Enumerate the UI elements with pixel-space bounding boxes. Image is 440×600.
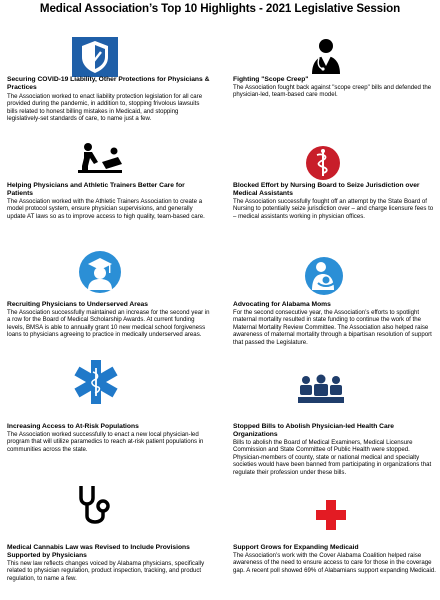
item-body: The Association’s work with the Cover Alabama Coalition helped raise awareness of the need to ensure access to care for those in the coverage gap. A recent poll showed 69% of Alabamians support expanding Medicaid. [233,552,436,574]
star-of-life-icon [72,358,120,406]
item-body: The Association worked successfully to enact a new local physician-led program that will utilize paramedics to reach at-risk patient populations in communities across the state. [7,431,204,453]
mother-baby-icon [304,256,344,296]
item-body: The Association successfully fought off an attempt by the State Board of Nursing to potentially seize jurisdiction over – and charge licensure fees to – medical assistants working in physician offices. [233,198,434,220]
page-title: Medical Association’s Top 10 Highlights - 2021 Legislative Session [39,2,401,15]
item-heading: Stopped Bills to Abolish Physician-led Health Care Organizations [233,423,395,438]
item-body: The Association worked to enact liability protection legislation for all care provided during the pandemic, in addition to, stopping frivolous lawsuits bills related to honest billing mistakes in Medicaid, and stopping legislatively-set standards of care, to name just a few. [7,93,203,123]
item-heading: Securing COVID-19 Liability, Other Protections for Physicians & Practices [7,76,210,91]
item-heading: Support Grows for Expanding Medicaid [233,544,359,551]
item-body: The Association successfully maintained an increase for the second year in a row for the Board of Medical Scholarship Awards. At current funding levels, BMSA is able to annually grant 10 new medical school forgiveness loans to physicians agreeing to practice in medically underserved areas. [7,309,210,339]
item-body: The Association worked with the Athletic Trainers Association to create a model protocol system, ensure physician supervisions, and generally update AT laws so as to improve access to high quality, team-based care. [7,198,205,220]
stethoscope-icon [75,484,117,528]
item-heading: Medical Cannabis Law was Revised to Include Provisions Supported by Physicians [7,544,190,559]
caduceus-icon [305,145,341,181]
item-body: For the second consecutive year, the Association’s efforts to spotlight maternal mortality resulted in state funding to continue the work of the Maternal Mortality Review Committee. The Association also helped raise awareness of maternal mortality through a bipartisan resolution of support that passed the Legislature. [233,309,432,346]
item-heading: Fighting "Scope Creep" [233,76,309,83]
item-heading: Recruiting Physicians to Underserved Areas [7,301,148,308]
item-heading: Helping Physicians and Athletic Trainers Better Care for Patients [7,182,185,197]
group-icon [296,374,346,404]
item-heading: Blocked Effort by Nursing Board to Seize Jurisdiction over Medical Assistants [233,182,420,197]
graduate-icon [78,250,122,294]
red-cross-icon [316,500,346,530]
shield-icon [72,37,118,77]
item-body: Bills to abolish the Board of Medical Examiners, Medical Licensure Commission and State Committee of Public Health were stopped. Physician-members of county, state or national medical and specialty societies would have been banned from participating in organizations that regulate their profession under these bills. [233,439,432,476]
item-body: The Association fought back against "scope creep" bills and defended the physician-led, team-based care model. [233,84,432,99]
item-heading: Increasing Access to At-Risk Populations [7,423,139,430]
item-heading: Advocating for Alabama Moms [233,301,331,308]
item-body: This new law reflects changes voiced by Alabama physicians, specifically related to physician regulation, product inspection, tracking, and product regulation, to name a few. [7,560,205,582]
doctor-icon [303,36,349,76]
athletic-trainer-icon [76,142,124,176]
